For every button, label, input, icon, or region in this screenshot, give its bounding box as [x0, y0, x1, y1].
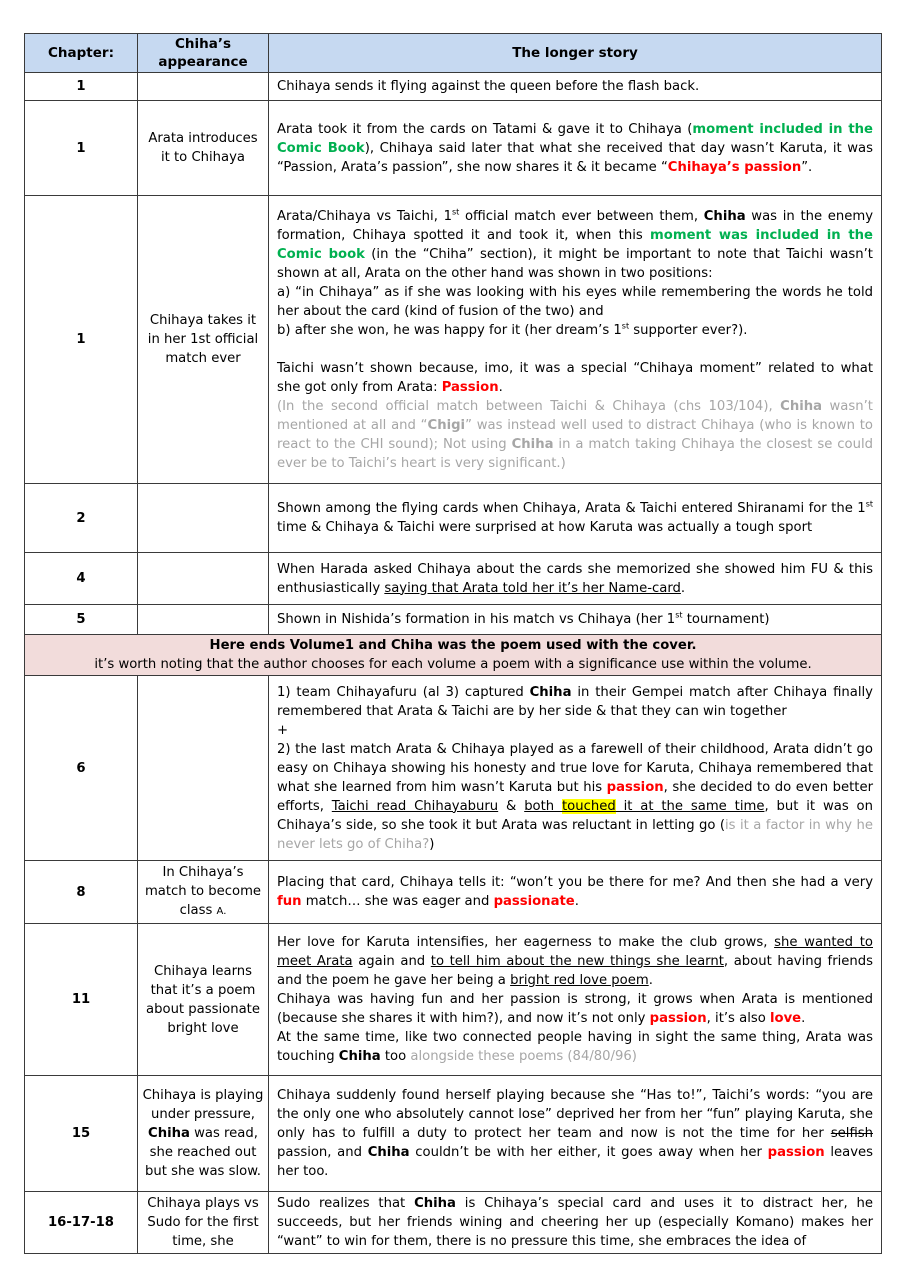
story-text: . — [574, 894, 579, 909]
appearance-cell — [138, 1076, 269, 1192]
story-cell — [269, 861, 882, 924]
story-text: Arata took it from the cards on Tatami & gave it to Chihaya ( — [277, 121, 693, 137]
story-text: ” was instead well used to distract Chihaya (who is known to react to the CHI sound); Not using — [277, 417, 873, 452]
story-cell — [269, 73, 882, 101]
bold-chiha: Chiha — [703, 208, 746, 224]
story-text: is Chihaya’s special card and uses it to distract her, he succeeds, but her friends wining and cheering her up (especially Komano) makes her “want” to win for them, there is no pressure this time, she embraces the idea of — [277, 1196, 873, 1249]
table-row — [25, 1076, 882, 1192]
story-text: Chihaya was having fun and her passion is strong, it grows when Arata is mentioned (because she shares it with him?), and now it’s not only — [277, 992, 873, 1026]
header-story: The longer story — [269, 34, 882, 73]
chapter-cell: 1 — [25, 101, 138, 196]
header-chapter: Chapter: — [25, 34, 138, 73]
bold-chiha: Chiha — [338, 1049, 381, 1064]
story-text: . — [680, 580, 686, 596]
appearance-cell — [138, 861, 269, 924]
story-text: Her love for Karuta intensifies, her eagerness to make the club grows, — [277, 935, 775, 950]
chapter-cell: 4 — [25, 553, 138, 605]
story-text: , it’s also — [706, 1011, 770, 1026]
story-cell — [269, 924, 882, 1076]
story-text: ), Chihaya said later that what she received that day wasn’t Karuta, it was “Passion, Arata’s passion”, she now shares it & it became “ — [277, 140, 873, 175]
bold-chiha: Chiha — [148, 1126, 190, 1141]
story-cell — [269, 676, 882, 861]
story-text: couldn’t be with her either, it goes away when her — [409, 1145, 768, 1160]
appearance-cell — [138, 605, 269, 635]
bold-chiha: Chiha — [511, 436, 554, 452]
story-text: too — [380, 1049, 411, 1064]
story-text: . — [801, 1011, 806, 1026]
story-text: Placing that card, Chihaya tells it: “won’t you be there for me? And then she had a very — [277, 875, 873, 890]
red-emphasis-text: Chihaya’s passion — [667, 159, 802, 175]
underlined-text: bright red love poem — [510, 973, 649, 988]
story-point-a: a) “in Chihaya” as if she was looking with his eyes while remembering the words he told her about the card (kind of fusion of the two) and — [277, 284, 873, 319]
story-cell — [269, 196, 882, 484]
appearance-cell: Chihaya plays vs Sudo for the first time, she — [138, 1192, 269, 1254]
red-emphasis-text: love — [770, 1011, 802, 1026]
story-text: Arata/Chihaya vs Taichi, 1 — [277, 208, 452, 224]
story-text: (In the second official match between Taichi & Chihaya (chs 103/104), — [277, 398, 781, 414]
plus-separator: + — [277, 722, 289, 738]
bold-chiha: Chiha — [367, 1145, 410, 1160]
small-caps-text: A. — [216, 906, 227, 917]
red-emphasis-text: passion — [649, 1011, 707, 1026]
story-text: in a match taking Chihaya the closest se could ever be to Taichi’s heart is very significant.) — [277, 436, 873, 471]
story-text: in their Gempei match after Chihaya finally remembered that Arata & Taichi are by her side & that they can win together — [277, 684, 873, 719]
appearance-text: was read, she reached out but she was slow. — [145, 1126, 261, 1179]
grey-aside: alongside these poems (84/80/96) — [410, 1049, 637, 1064]
story-text: Shown in Nishida’s formation in his match vs Chihaya (her 1 — [277, 612, 676, 627]
green-highlight-text: moment was included in the Comic book — [277, 227, 873, 262]
red-emphasis-text: passionate — [493, 894, 575, 909]
underlined-text: Taichi read Chihayaburu — [331, 798, 499, 814]
story-text: official match ever between them, — [459, 208, 704, 224]
table-row — [25, 605, 882, 635]
story-cell — [269, 1192, 882, 1254]
strikethrough-text: selfish — [830, 1126, 873, 1141]
story-text: wasn’t mentioned at all and “ — [277, 398, 873, 433]
superscript: st — [621, 321, 630, 331]
story-text: Shown among the flying cards when Chihaya, Arata & Taichi entered Shiranami for the 1 — [277, 501, 866, 516]
grey-aside — [277, 397, 873, 473]
bold-chiha: Chiha — [780, 398, 823, 414]
story-cell — [269, 1076, 882, 1192]
story-text: passion, and — [277, 1145, 368, 1160]
story-point-b: b) after she won, he was happy for it (her dream’s 1 — [277, 322, 622, 338]
appearance-cell: Chihaya takes it in her 1st official match ever — [138, 196, 269, 484]
table-row — [25, 676, 882, 861]
chiha-appearances-table — [24, 33, 882, 1254]
header-appearance: Chiha’s appearance — [138, 34, 269, 73]
story-text: (in the “Chiha” section), it might be important to note that Taichi wasn’t shown at all, Arata on the other hand was shown in two positions: — [277, 246, 873, 281]
story-cell — [269, 484, 882, 553]
appearance-cell — [138, 676, 269, 861]
bold-chiha: Chiha — [529, 684, 572, 700]
story-text: leaves her too. — [277, 1145, 874, 1179]
story-text: At the same time, like two connected people having in sight the same thing, Arata was touching — [277, 1030, 873, 1064]
table-row — [25, 196, 882, 484]
banner-note: it’s worth noting that the author chooses for each volume a poem with a significance use within the volume. — [94, 657, 812, 672]
appearance-cell — [138, 73, 269, 101]
story-text: Chihaya suddenly found herself playing because she “Has to!”, Taichi’s words: “you are the only one who absolutely cannot lose” deprived her from her “fun” playing Karuta, she only has to fulfill a duty to protect her team and now is not the time for her — [277, 1088, 873, 1141]
underlined-text: it at the same time — [615, 798, 765, 814]
red-emphasis-text: passion — [606, 779, 664, 795]
highlighted-text: touched — [562, 798, 616, 814]
story-text: 1) team Chihayafuru (al 3) captured — [277, 684, 530, 700]
volume-banner-row — [25, 635, 882, 676]
bold-chigi: Chigi — [427, 417, 466, 433]
chapter-cell: 5 — [25, 605, 138, 635]
red-emphasis-text: Passion — [441, 379, 499, 395]
appearance-cell: Arata introduces it to Chihaya — [138, 101, 269, 196]
story-text: ) — [429, 836, 435, 852]
table-row — [25, 73, 882, 101]
underlined-text: she wanted to meet Arata — [277, 935, 873, 969]
story-text: . — [648, 973, 653, 988]
story-text: supporter ever?). — [629, 322, 748, 338]
story-text: , but it was on Chihaya’s side, so she took it but Arata was reluctant in letting go ( — [277, 798, 873, 833]
underlined-text: saying that Arata told her it’s her Name-card — [384, 580, 681, 596]
story-text: When Harada asked Chihaya about the cards she memorized she showed him FU & this enthusiastically — [277, 561, 873, 596]
story-text: & — [498, 798, 525, 814]
story-text: time & Chihaya & Taichi were surprised at how Karuta was actually a tough sport — [277, 520, 813, 535]
story-text: , about having friends and the poem he gave her being a — [277, 954, 874, 988]
superscript: st — [865, 499, 873, 509]
red-emphasis-text: fun — [277, 894, 302, 909]
table-row — [25, 1192, 882, 1254]
superscript: st — [675, 610, 683, 620]
story-text: again and — [352, 954, 431, 969]
chapter-cell: 1 — [25, 196, 138, 484]
table-header-row — [25, 34, 882, 73]
story-cell — [269, 605, 882, 635]
chapter-cell: 1 — [25, 73, 138, 101]
story-text: tournament) — [682, 612, 770, 627]
appearance-cell: Chihaya learns that it’s a poem about passionate bright love — [138, 924, 269, 1076]
chapter-cell: 15 — [25, 1076, 138, 1192]
table-row — [25, 861, 882, 924]
story-text: Taichi wasn’t shown because, imo, it was a special “Chihaya moment” related to what she got only from Arata: — [277, 360, 873, 395]
chapter-cell: 16-17-18 — [25, 1192, 138, 1254]
chapter-cell: 8 — [25, 861, 138, 924]
story-text: . — [498, 379, 503, 395]
red-emphasis-text: passion — [767, 1145, 825, 1160]
chapter-cell: 11 — [25, 924, 138, 1076]
story-text: match… she was eager and — [301, 894, 494, 909]
story-text: Chihaya sends it flying against the queen before the flash back. — [277, 79, 700, 94]
chapter-cell: 2 — [25, 484, 138, 553]
grey-aside: is it a factor in why he never lets go of Chiha? — [277, 817, 873, 852]
banner-title: Here ends Volume1 and Chiha was the poem used with the cover. — [209, 638, 697, 653]
appearance-text: In Chihaya’s match to become class — [144, 865, 262, 918]
table-row — [25, 553, 882, 605]
green-highlight-text: moment included in the Comic Book — [277, 121, 873, 156]
chapter-cell: 6 — [25, 676, 138, 861]
appearance-text: Chihaya is playing under pressure, — [142, 1088, 264, 1122]
superscript: st — [451, 207, 460, 217]
appearance-cell — [138, 553, 269, 605]
story-text: , she decided to do even better efforts, — [277, 779, 873, 814]
bold-chiha: Chiha — [414, 1196, 456, 1211]
volume-banner — [25, 635, 882, 676]
story-text: 2) the last match Arata & Chihaya played as a farewell of their childhood, Arata didn’t go easy on Chihaya showing his honesty and true love for Karuta, Chihaya remembered that what she learned from him wasn’t Karuta but his — [277, 741, 873, 795]
underlined-text: both — [524, 798, 563, 814]
story-text: Sudo realizes that — [277, 1196, 415, 1211]
appearance-cell — [138, 484, 269, 553]
story-cell — [269, 553, 882, 605]
underlined-text: to tell him about the new things she learnt — [430, 954, 724, 969]
story-text: ”. — [801, 159, 813, 175]
table-row — [25, 101, 882, 196]
story-text: was in the enemy formation, Chihaya spotted it and took it, when this — [277, 208, 874, 243]
table-row — [25, 484, 882, 553]
story-cell — [269, 101, 882, 196]
table-row — [25, 924, 882, 1076]
